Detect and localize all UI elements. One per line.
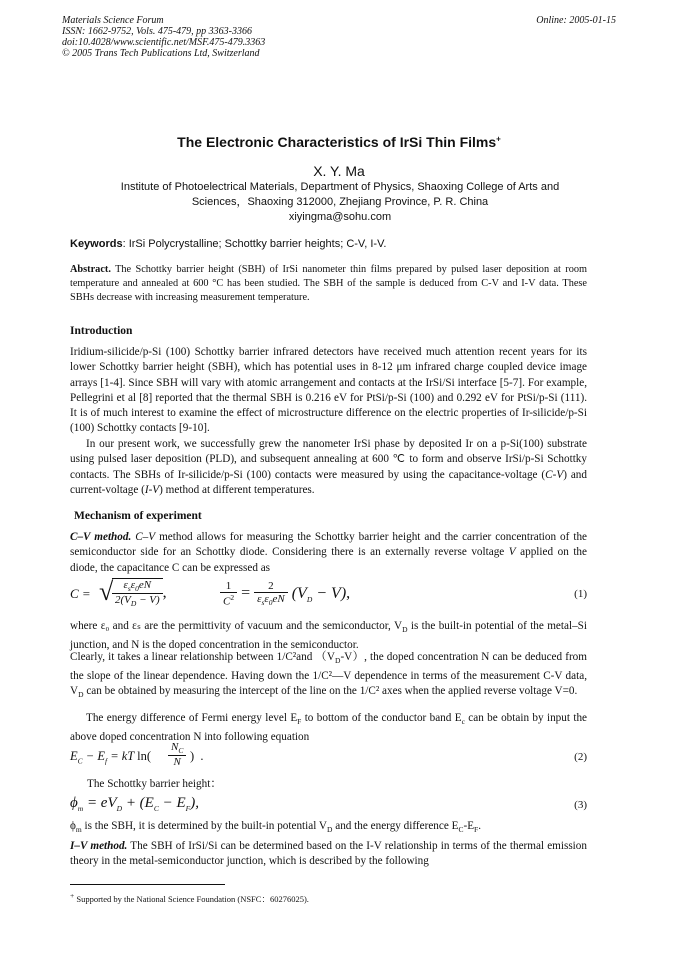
eq2-number: (2)	[574, 751, 587, 763]
journal-name: Materials Science Forum	[62, 15, 164, 26]
journal-header	[62, 15, 265, 59]
clearly-a: Clearly, it takes a linear relationship between 1/C²and （V	[70, 651, 336, 663]
cv-label: C–V method.	[70, 531, 132, 543]
abstract-label: Abstract.	[70, 264, 111, 275]
title-footnote-mark: +	[496, 134, 501, 144]
cv-text-c: applied on the diode, the capacitance C can be expressed as	[70, 546, 587, 574]
keywords	[70, 237, 587, 252]
mechanism-heading: Mechanism of experiment	[74, 510, 202, 522]
intro-paragraph-1: Iridium-silicide/p-Si (100) Schottky barrier infrared detectors have received much attention recent years for its lower Schottky barrier height (SBH), which has potential uses in 8-12 μm infrared charge coupled device image arrays [1-4]. Since SBH will vary with atomic arrangement and contacts at the IrSi/Si interface [5-7]. For example, Pellegrini et al [8] reported that the thermal SBH is 0.216 eV for PtSi/p-Si (100) and 0.292 eV for PtSi/p-Si (111). It is of much interest to examine the effect of microstructure difference on the electric properties of Ir-silicide/p-Si (100) Schottky contacts [9-10].	[70, 346, 587, 435]
eq2-expr: $E_C - E_f$ = kT ln(	[70, 749, 152, 766]
intro-p2-cv: C-V	[545, 468, 564, 481]
keywords-text: : IrSi Polycrystalline; Schottky barrier heights; C-V, I-V.	[122, 238, 387, 250]
eq1-rhs: $\frac{1}{C^2}$ = $\frac{2}{\varepsilon_s\varepsilon_0eN}$ $(V_D - V)$,	[220, 580, 350, 608]
iv-text: The SBH of IrSi/Si can be determined based on the I-V relationship in terms of the thermal emission theory in the metal-semiconductor junction, which is described by the following	[70, 840, 587, 868]
energy-paragraph: The energy difference of Fermi energy level $E_F$ to bottom of the conductor band $E_c$ can be obtain by input the above doped concentration N into following equation	[70, 712, 587, 743]
phi-c: and the energy difference E	[332, 820, 459, 832]
clearly-c: can be obtained by measuring the intercept of the line on the 1/C² axes when the applied reverse voltage V=0.	[83, 684, 578, 697]
title-text: The Electronic Characteristics of IrSi Thin Films	[177, 134, 497, 150]
eq3-number: (3)	[574, 799, 587, 811]
iv-label: I–V method.	[70, 840, 128, 852]
eq2-frac: $\frac{N_C}{N}$	[168, 741, 186, 768]
equation-2	[70, 741, 587, 775]
intro-p2-part-a: In our present work, we successfully grew the nanometer IrSi phase by deposited Ir on a p-Si(100) substrate using pulsed laser deposition (PLD), and subsequent annealing at 600 ℃ to form and observe IrSi/p-Si Schottky contacts. The SBHs of Ir-silicide/p-Si (100) contacts were measured by using the capacitance-voltage (	[70, 438, 587, 481]
eq1-number: (1)	[574, 588, 587, 600]
eq3-expr: $\phi_m = eV_D + (E_C - E_F)$,	[70, 795, 199, 813]
intro-p2-part-c: ) method at different temperatures.	[159, 483, 315, 496]
clearly-paragraph: Clearly, it takes a linear relationship between 1/C²and $(V_D-V)$, the doped concentration N can be deduced from the slope of the linear dependence. Having down the 1/C²—V dependence in terms of the measurement C-V data, $V_D$ can be obtained by measuring the intercept of the line on the 1/C² axes when the applied reverse voltage V=0.	[70, 651, 587, 700]
author-name: X. Y. Ma	[313, 163, 365, 179]
equation-1	[70, 578, 587, 620]
where-paragraph: where ε₀ and εₛ are the permittivity of vacuum and the semiconductor, $V_D$ is the built-in potential of the metal–Si junction, and N is the doped concentration in the semiconductor.	[70, 620, 587, 651]
author-email[interactable]: xiyingma@sohu.com	[288, 211, 392, 223]
keywords-label: Keywords	[70, 238, 123, 250]
copyright-line: © 2005 Trans Tech Publications Ltd, Switzerland	[62, 48, 260, 59]
eq1-lhs: C =	[70, 586, 91, 601]
sbh-label: The Schottky barrier height：	[87, 778, 222, 790]
footnote-text: Supported by the National Science Foundation (NSFC：60276025).	[76, 893, 309, 904]
cv-v: V	[508, 546, 516, 559]
online-date: Online: 2005-01-15	[536, 15, 616, 26]
clearly-b: -V）, the doped concentration N can be deduced from the slope of the linear dependence. Having down the 1/C²—V dependence in terms of the measurement C-V data, V	[70, 651, 587, 697]
cv-text-b: method allows for measuring the Schottky barrier height and the carrier concentration of the semiconductor side for an Schottky diode. Considering there is an externally reverse voltage	[70, 531, 587, 559]
intro-heading: Introduction	[70, 325, 133, 337]
footnote-rule	[70, 884, 225, 885]
where-a: where ε₀ and εₛ are the permittivity of vacuum and the semiconductor, V	[70, 620, 403, 632]
footnote-mark: +	[70, 891, 75, 900]
intro-paragraph-2	[70, 437, 587, 498]
doi-line[interactable]: doi:10.4028/www.scientific.net/MSF.475-479.3363	[62, 37, 266, 48]
energy-b: to bottom of the conductor band E	[301, 712, 462, 724]
affiliation-line-2: Sciences，Shaoxing 312000, Zhejiang Province, P. R. China	[191, 196, 489, 208]
intro-p2-iv: I-V	[144, 483, 160, 496]
eq1-sqrt: √ $\frac{\varepsilon_s\varepsilon_0eN}{2(V_D - V)}$ ,	[100, 578, 167, 608]
affiliation-line-1: Institute of Photoelectrical Materials, Department of Physics, Shaoxing College of Arts and	[120, 181, 560, 193]
affiliation	[70, 180, 610, 225]
intro-p2-part-b: ) and current-voltage (	[70, 468, 587, 496]
energy-c: can be obtain by input the above doped concentration N into following equation	[70, 712, 587, 743]
paper-title	[0, 134, 678, 150]
where-b: is the built-in potential of the metal–Si junction, and N is the doped concentration in the semiconductor.	[70, 620, 587, 651]
cv-paragraph	[70, 530, 587, 576]
abstract-text: The Schottky barrier height (SBH) of IrSi nanometer thin films prepared by pulsed laser deposition at room temperature and annealed at 600 °C has been studied. The SBH of the sample is deduced from C-V and I-V data. These SBHs decrease with increasing measurement temperature.	[70, 264, 587, 303]
equation-3	[70, 795, 587, 819]
phi-a: ϕ	[70, 820, 76, 832]
cv-italic: C–V	[131, 531, 156, 543]
issn-line: ISSN: 1662-9752, Vols. 475-479, pp 3363-3366	[62, 26, 252, 37]
footnote	[70, 891, 309, 905]
phi-paragraph: $\phi_m$ is the SBH, it is determined by the built-in potential $V_D$ and the energy difference $E_C-E_F$.	[70, 820, 481, 835]
eq2-close: ) .	[190, 749, 204, 763]
energy-a: The energy difference of Fermi energy level E	[86, 712, 298, 724]
phi-b: is the SBH, it is determined by the built-in potential V	[81, 820, 328, 832]
abstract	[70, 263, 587, 305]
iv-paragraph	[70, 839, 587, 870]
